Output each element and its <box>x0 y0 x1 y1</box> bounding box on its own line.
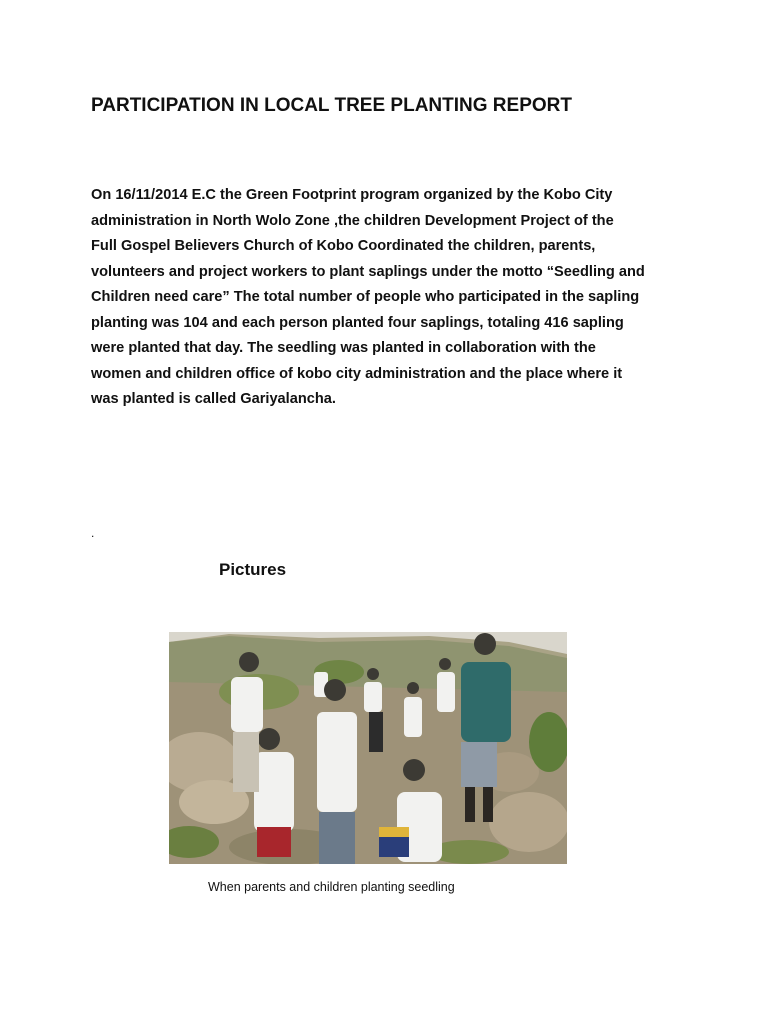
paragraph-line: Full Gospel Believers Church of Kobo Coordinated the children, parents, <box>91 238 596 254</box>
paragraph-line: administration in North Wolo Zone ,the children Development Project of the <box>91 212 614 229</box>
paragraph-line: Children need care” The total number of people who participated in the sapling <box>91 289 640 305</box>
paragraph-line: were planted that day. The seedling was planted in collaboration with the <box>91 340 596 356</box>
paragraph-line: planting was 104 and each person planted four saplings, totaling 416 sapling <box>91 314 624 331</box>
photo-caption: When parents and children planting seedling <box>208 880 455 894</box>
report-paragraph <box>91 183 691 413</box>
photo-tree-planting <box>169 632 567 864</box>
paragraph-line: was planted is called Gariyalancha. <box>91 391 336 407</box>
paragraph-line: women and children office of kobo city administration and the place where it <box>91 365 623 382</box>
pictures-heading: Pictures <box>219 560 287 579</box>
stray-dot: . <box>91 526 95 540</box>
paragraph-line: On 16/11/2014 E.C the Green Footprint program organized by the Kobo City <box>91 187 613 203</box>
report-title: PARTICIPATION IN LOCAL TREE PLANTING REPORT <box>91 95 572 116</box>
paragraph-line: volunteers and project workers to plant saplings under the motto “Seedling and <box>91 263 645 280</box>
